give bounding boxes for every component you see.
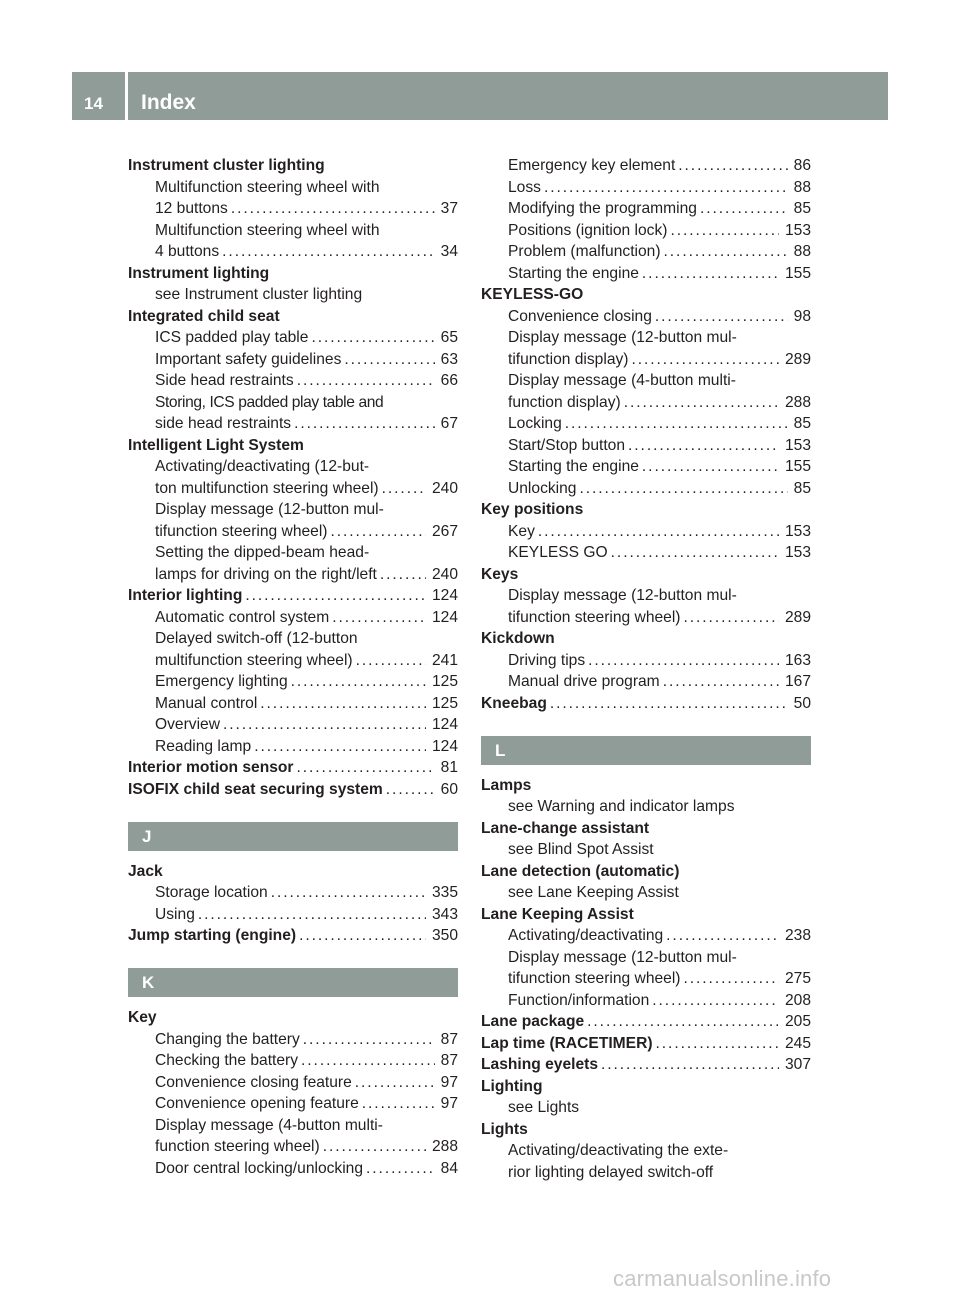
index-heading: Lighting — [481, 1077, 543, 1095]
see-reference: see Warning and indicator lamps — [508, 798, 735, 815]
index-subentry: Side head restraints . . . 66 — [128, 370, 458, 392]
index-subentry-text: Display message (12-button mul- — [508, 948, 737, 966]
index-subentry-text: Display message (12-button mul- — [155, 501, 384, 518]
page-ref: 288 — [784, 393, 811, 411]
page-ref: 65 — [440, 329, 458, 346]
page-ref: 267 — [431, 522, 458, 540]
page-ref: 125 — [431, 694, 458, 712]
index-entry — [128, 585, 458, 607]
index-subentry: Manual control . . . 125 — [128, 693, 458, 715]
index-heading: Jump starting (engine) — [128, 927, 297, 944]
index-subentry: tifunction display) . . . 289 — [481, 349, 811, 371]
index-heading: Lane Keeping Assist — [481, 905, 634, 923]
index-subentry-text: Display message (12-button mul- — [508, 329, 737, 346]
index-column-right — [481, 155, 811, 1183]
index-subentry: 12 buttons . . . 37 — [128, 198, 458, 220]
index-subentry: 4 buttons . . . 34 — [128, 241, 458, 263]
page-ref: 163 — [784, 651, 811, 669]
section-letter-l: L — [481, 736, 811, 765]
index-subentry-text: Display message (4-button multi- — [508, 372, 736, 389]
index-subentry: Problem (malfunction) . . . 88 — [481, 241, 811, 263]
index-subentry: Important safety guidelines . . . 63 — [128, 349, 458, 371]
index-subentry: Checking the battery . . . 87 — [128, 1050, 458, 1072]
page-ref: 124 — [431, 608, 458, 626]
page-ref: 289 — [784, 350, 811, 368]
page-ref: 87 — [440, 1052, 458, 1069]
index-subentry: Key . . . 153 — [481, 521, 811, 543]
index-heading: Lane package — [481, 1013, 585, 1030]
page-ref: 343 — [431, 905, 458, 923]
index-subentry: Modifying the programming . . . 85 — [481, 198, 811, 220]
index-subentry: Door central locking/unlocking . . . 84 — [128, 1158, 458, 1180]
index-subentry: Positions (ignition lock) . . . 153 — [481, 220, 811, 242]
page-ref: 60 — [440, 780, 458, 798]
page-ref: 155 — [784, 458, 811, 475]
page-ref: 85 — [793, 200, 811, 217]
index-subentry-text: Activating/deactivating the exte- — [508, 1142, 729, 1159]
see-reference: see Instrument cluster lighting — [155, 286, 363, 303]
index-heading: Key positions — [481, 501, 584, 518]
index-heading: ISOFIX child seat securing system — [128, 780, 383, 798]
index-subentry: Storage location . . . 335 — [128, 882, 458, 904]
index-subentry: tifunction steering wheel) . . . 267 — [128, 521, 458, 543]
index-heading: Lights — [481, 1120, 528, 1138]
page-ref: 37 — [440, 200, 458, 217]
page-ref: 88 — [793, 243, 811, 260]
page-ref: 153 — [784, 544, 811, 561]
index-subentry: Convenience opening feature . . . 97 — [128, 1093, 458, 1115]
page-ref: 307 — [784, 1056, 811, 1073]
index-subentry: tifunction steering wheel) . . . 275 — [481, 968, 811, 990]
index-heading: Jack — [128, 862, 163, 880]
page-ref: 153 — [784, 221, 811, 239]
page-ref: 124 — [431, 716, 458, 733]
index-subentry: Manual drive program . . . 167 — [481, 671, 811, 693]
index-entry — [128, 779, 458, 801]
index-heading: Lamps — [481, 776, 532, 794]
index-subentry: Overview . . . 124 — [128, 714, 458, 736]
index-heading: Interior motion sensor — [128, 759, 294, 776]
index-heading: Lap time (RACETIMER) — [481, 1034, 653, 1052]
page-ref: 289 — [784, 608, 811, 626]
index-subentry: ton multifunction steering wheel) . . . 240 — [128, 478, 458, 500]
page-ref: 97 — [440, 1095, 458, 1112]
index-entry — [128, 757, 458, 779]
index-subentry: tifunction steering wheel) . . . 289 — [481, 607, 811, 629]
index-heading: Key — [128, 1009, 157, 1026]
index-subentry: Starting the engine . . . 155 — [481, 263, 811, 285]
index-heading: Intelligent Light System — [128, 436, 304, 454]
index-heading: Interior lighting — [128, 587, 243, 604]
index-subentry: Activating/deactivating . . . 238 — [481, 925, 811, 947]
page-ref: 67 — [440, 415, 458, 432]
index-subentry: function steering wheel) . . . 288 — [128, 1136, 458, 1158]
index-column-left — [128, 155, 458, 1179]
index-subentry: Convenience closing feature . . . 97 — [128, 1072, 458, 1094]
page-ref: 208 — [784, 991, 811, 1009]
see-reference: see Lights — [508, 1099, 580, 1116]
page-ref: 350 — [431, 927, 458, 944]
page-ref: 205 — [784, 1013, 811, 1030]
page-ref: 288 — [431, 1138, 458, 1155]
page-ref: 50 — [793, 694, 811, 712]
page-ref: 241 — [431, 651, 458, 669]
index-subentry: Driving tips . . . 163 — [481, 650, 811, 672]
page-title: Index — [128, 72, 888, 120]
index-subentry: Unlocking . . . 85 — [481, 478, 811, 500]
index-subentry: side head restraints . . . 67 — [128, 413, 458, 435]
index-subentry-text: Display message (4-button multi- — [155, 1116, 383, 1134]
index-subentry-text: Setting the dipped-beam head- — [155, 544, 370, 561]
index-entry — [481, 693, 811, 715]
page-ref: 238 — [784, 927, 811, 944]
page-ref: 167 — [784, 673, 811, 690]
page-ref: 88 — [793, 178, 811, 196]
index-subentry: Automatic control system . . . 124 — [128, 607, 458, 629]
page-ref: 66 — [440, 372, 458, 389]
page-ref: 124 — [431, 737, 458, 755]
index-subentry: Emergency lighting . . . 125 — [128, 671, 458, 693]
page-ref: 87 — [440, 1030, 458, 1048]
page-ref: 153 — [784, 522, 811, 540]
index-heading: Kneebag — [481, 694, 547, 712]
index-heading: Lashing eyelets — [481, 1056, 598, 1073]
page-ref: 275 — [784, 970, 811, 987]
page-ref: 125 — [431, 673, 458, 690]
page-ref: 34 — [440, 243, 458, 260]
index-heading: Instrument cluster lighting — [128, 157, 325, 174]
index-heading: Lane detection (automatic) — [481, 862, 680, 880]
page-ref: 97 — [440, 1073, 458, 1091]
page-ref: 84 — [440, 1159, 458, 1177]
index-subentry: KEYLESS GO . . . 153 — [481, 542, 811, 564]
index-subentry: Function/information . . . 208 — [481, 990, 811, 1012]
index-subentry-text: Storing, ICS padded play table and — [155, 393, 384, 411]
index-heading: Lane-change assistant — [481, 819, 650, 837]
index-subentry: Locking . . . 85 — [481, 413, 811, 435]
index-heading: Kickdown — [481, 630, 555, 647]
page-ref: 240 — [431, 565, 458, 583]
index-subentry: multifunction steering wheel) . . . 241 — [128, 650, 458, 672]
index-subentry: Starting the engine . . . 155 — [481, 456, 811, 478]
page-ref: 85 — [793, 479, 811, 497]
page-number: 14 — [72, 72, 125, 120]
index-subentry-text: Activating/deactivating (12-but- — [155, 458, 370, 475]
index-entry — [481, 1054, 811, 1076]
index-heading: Instrument lighting — [128, 264, 270, 282]
index-entry — [481, 1011, 811, 1033]
index-subentry-text: Multifunction steering wheel with — [155, 178, 380, 196]
index-entry — [128, 925, 458, 947]
index-subentry: Using . . . 343 — [128, 904, 458, 926]
index-subentry: Reading lamp . . . 124 — [128, 736, 458, 758]
index-subentry-text: Display message (12-button mul- — [508, 587, 737, 604]
index-heading: Keys — [481, 565, 519, 583]
see-reference: see Lane Keeping Assist — [508, 884, 679, 901]
page-ref: 245 — [784, 1034, 811, 1052]
page-ref: 63 — [440, 350, 458, 368]
page-ref: 124 — [431, 587, 458, 604]
index-subentry: Start/Stop button . . . 153 — [481, 435, 811, 457]
page-ref: 155 — [784, 264, 811, 282]
page-ref: 98 — [793, 307, 811, 325]
see-reference: see Blind Spot Assist — [508, 841, 654, 858]
page-ref: 85 — [793, 415, 811, 432]
watermark: carmanualsonline.info — [613, 1266, 832, 1291]
index-subentry-text: Delayed switch-off (12-button — [155, 630, 358, 647]
index-subentry: Changing the battery . . . 87 — [128, 1029, 458, 1051]
index-subentry: Convenience closing . . . 98 — [481, 306, 811, 328]
page-ref: 335 — [431, 884, 458, 901]
index-subentry: ICS padded play table . . . 65 — [128, 327, 458, 349]
index-subentry: Loss . . . 88 — [481, 177, 811, 199]
section-letter-k: K — [128, 968, 458, 997]
index-subentry: Emergency key element . . . 86 — [481, 155, 811, 177]
page-ref: 81 — [440, 759, 458, 776]
index-heading: Integrated child seat — [128, 307, 280, 325]
index-subentry-text: Multifunction steering wheel with — [155, 221, 380, 239]
index-subentry-text: rior lighting delayed switch-off — [508, 1163, 714, 1181]
section-letter-j: J — [128, 822, 458, 851]
index-subentry: lamps for driving on the right/left . . . 240 — [128, 564, 458, 586]
page-ref: 153 — [784, 436, 811, 454]
page-ref: 86 — [793, 157, 811, 174]
index-heading: KEYLESS-GO — [481, 286, 584, 303]
index-entry — [481, 1033, 811, 1055]
page-ref: 240 — [431, 479, 458, 497]
index-subentry: function display) . . . 288 — [481, 392, 811, 414]
